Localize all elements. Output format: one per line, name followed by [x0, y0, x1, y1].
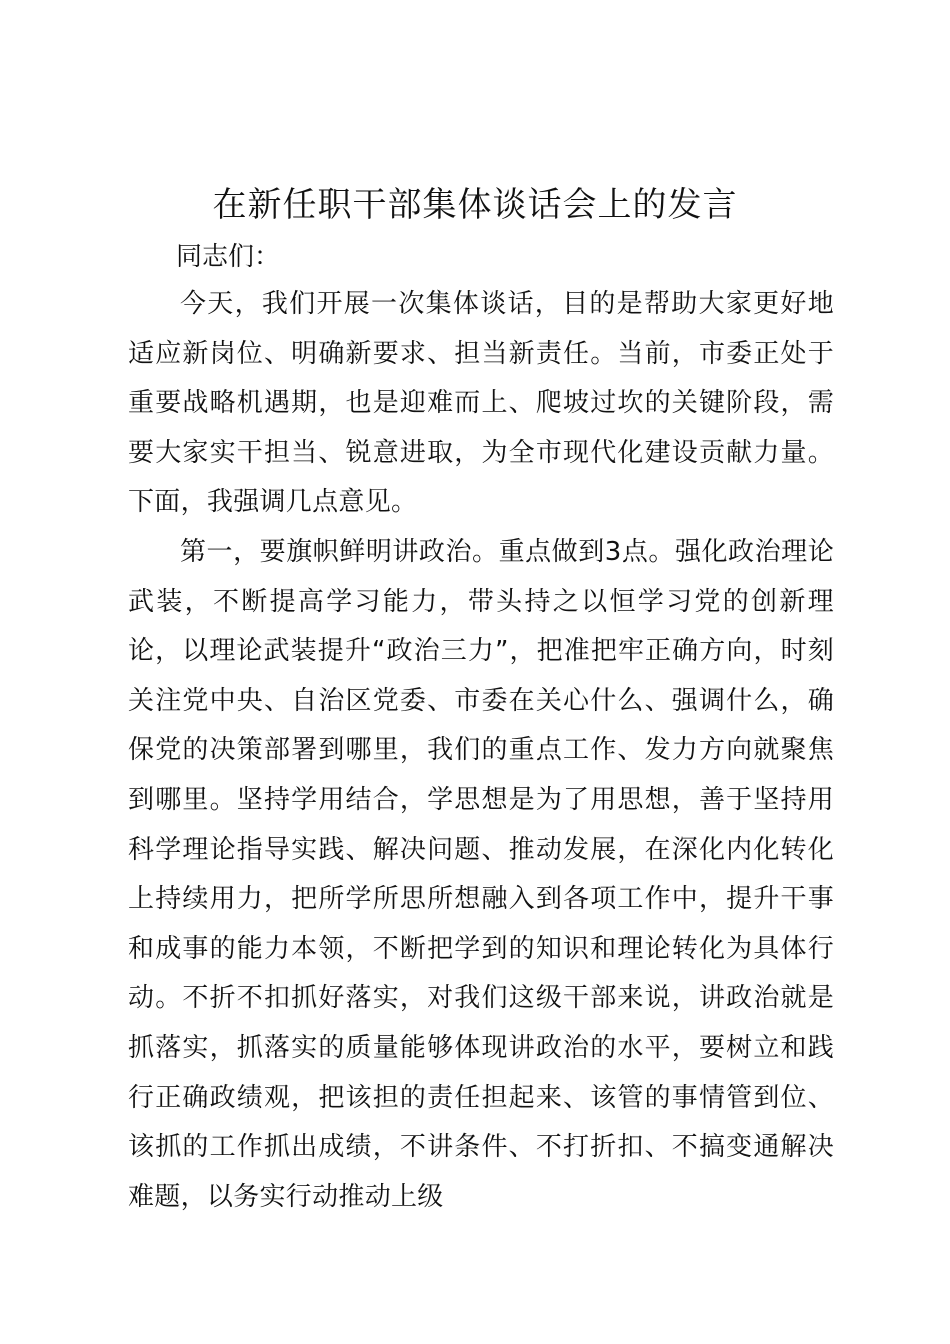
salutation: 同志们：	[176, 242, 281, 272]
document-body	[128, 280, 834, 1222]
document-title: 在新任职干部集体谈话会上的发言	[212, 185, 738, 225]
paragraph-first-point: 第一，要旗帜鲜明讲政治。重点做到3点。强化政治理论武装，不断提高学习能力，带头持之以恒学习党的创新理论，以理论武装提升“政治三力”，把准把牢正确方向，时刻关注党中央、自治区党委、市委在关心什么、强调什么，确保党的决策部署到哪里，我们的重点工作、发力方向就聚焦到哪里。坚持学用结合，学思想是为了用思想，善于坚持用科学理论指导实践、解决问题、推动发展，在深化内化转化上持续用力，把所学所思所想融入到各项工作中，提升干事和成事的能力本领，不断把学到的知识和理论转化为具体行动。不折不扣抓好落实，对我们这级干部来说，讲政治就是抓落实，抓落实的质量能够体现讲政治的水平，要树立和践行正确政绩观，把该担的责任担起来、该管的事情管到位、该抓的工作抓出成绩，不讲条件、不打折扣、不搞变通解决难题，以务实行动推动上级	[128, 536, 834, 1212]
paragraph-intro: 今天，我们开展一次集体谈话，目的是帮助大家更好地适应新岗位、明确新要求、担当新责任。当前，市委正处于重要战略机遇期，也是迎难而上、爬坡过坎的关键阶段，需要大家实干担当、锐意进取，为全市现代化建设贡献力量。下面，我强调几点意见。	[128, 289, 834, 518]
